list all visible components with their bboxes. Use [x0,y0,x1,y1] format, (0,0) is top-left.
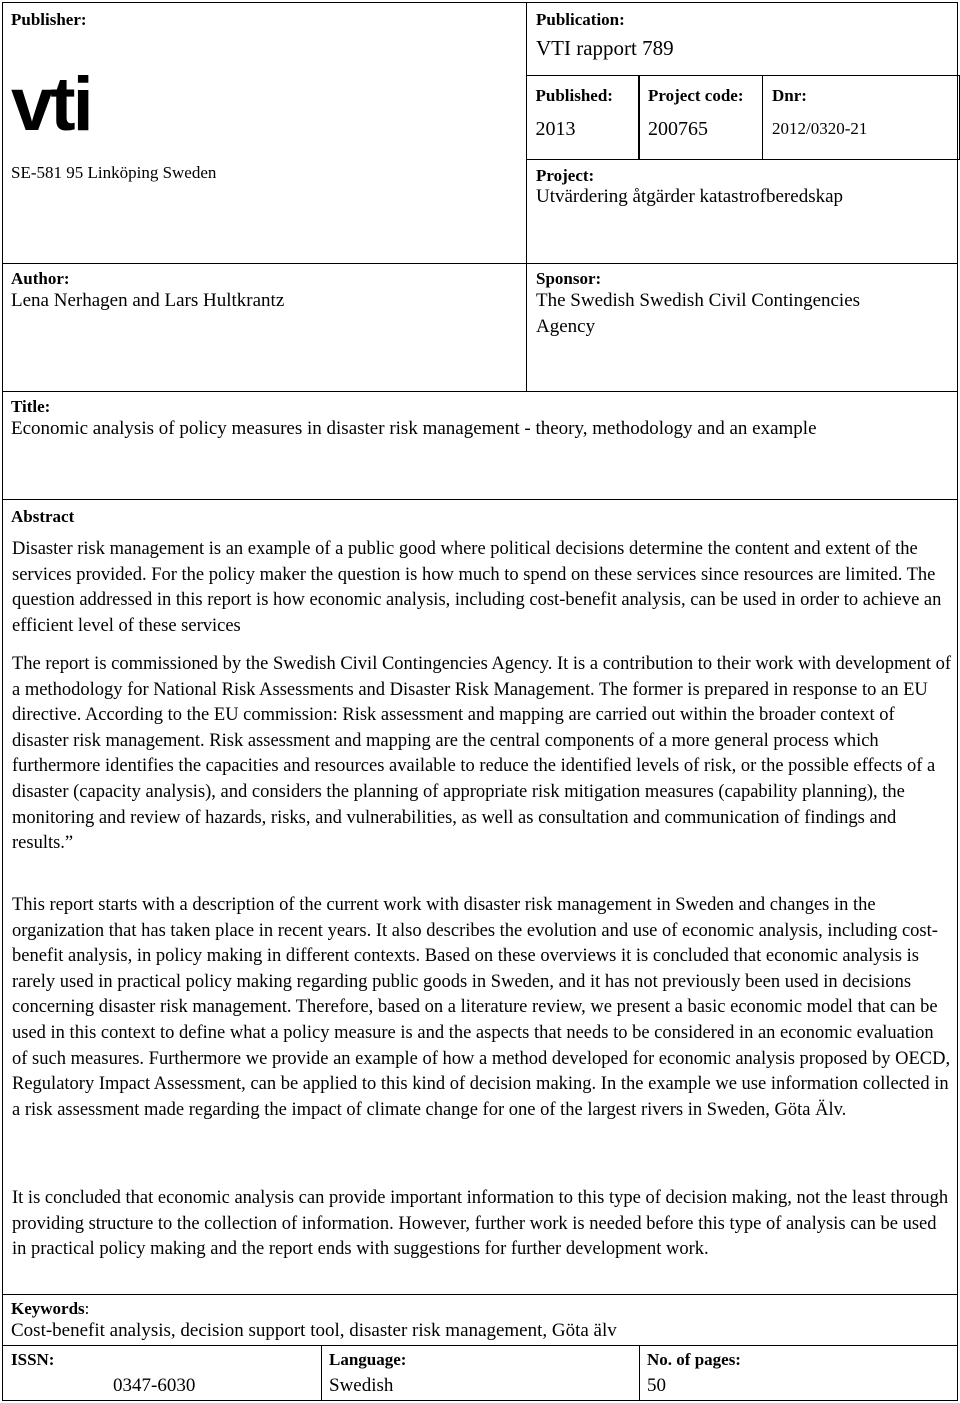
author-box [2,263,527,392]
pages-cell [639,1345,958,1401]
published-value: 2013 [535,118,576,140]
published-label: Published: [535,86,613,105]
publication-label: Publication: [536,10,625,29]
abstract-paragraph-3: This report starts with a description of the current work with disaster risk management in Sweden and changes in the organization that has taken place in recent years. It also describes the evolution and use of economic analysis, including cost-benefit analysis, in policy making in different contexts. Based on these overviews it is concluded that economic analysis is rarely used in practical policy making regarding public goods in Sweden, and it has not previously been used in decisions concerning disaster risk management. Therefore, based on a literature review, we present a basic economic model that can be used in this context to define what a policy measure is and the aspects that needs to be considered in an economic evaluation of such measures. Furthermore we provide an example of how a method developed for economic analysis proposed by OECD, Regulatory Impact Assessment, can be applied to this kind of decision making. In the example we use information collected in a risk assessment made regarding the impact of climate change for one of the largest rivers in Sweden, Göta Älv. [12,895,951,1120]
sponsor-line-1: The Swedish Swedish Civil Contingencies [536,290,861,311]
abstract-paragraph-2: The report is commissioned by the Swedish Civil Contingencies Agency. It is a contribution to their work with development of a methodology for National Risk Assessments and Disaster Risk Management. The former is prepared in response to an EU directive. According to the EU commission: Risk assessment and mapping are carried out within the broader context of disaster risk management. Risk assessment and mapping are the central components of a more general process which furthermore identifies the capacities and resources available to reduce the identified levels of risk, or the possible effects of a disaster (capacity analysis), and considers the planning of appropriate risk mitigation measures (capability planning), the monitoring and review of hazards, risks, and vulnerabilities, as well as consultation and communication of findings and results.” [12,654,952,854]
project-code-label: Project code: [648,86,744,105]
pages-label: No. of pages: [647,1350,741,1369]
project-code-value: 200765 [648,118,708,140]
title-label: Title: [11,397,51,416]
issn-value: 0347-6030 [113,1375,196,1396]
abstract-paragraph-1: Disaster risk management is an example of a public good where political decisions determine the content and extent of the services provided. For the policy maker the question is how much to spend on these services since resources are limited. The question addressed in this report is how economic analysis, including cost-benefit analysis, can be used in order to achieve an efficient level of these services [12,539,942,636]
project-value: Utvärdering åtgärder katastrofberedskap [536,186,844,207]
keywords-label [11,1299,89,1319]
publication-value: VTI rapport 789 [536,36,674,60]
keywords-colon: : [84,1299,90,1318]
publisher-label: Publisher: [11,10,87,29]
project-code-cell [638,75,763,160]
pages-value: 50 [647,1375,666,1396]
title-value: Economic analysis of policy measures in disaster risk management - theory, methodology and an example [11,418,817,439]
keywords-box [2,1294,958,1346]
abstract-label: Abstract [11,507,75,526]
author-label: Author: [11,269,70,288]
report-info-sheet [2,2,958,1401]
issn-cell [2,1345,322,1401]
issn-label: ISSN: [11,1350,55,1369]
keywords-value: Cost-benefit analysis, decision support tool, disaster risk management, Göta älv [11,1320,617,1341]
language-value: Swedish [329,1375,394,1396]
sponsor-box [526,263,958,392]
dnr-value: 2012/0320-21 [772,119,868,138]
title-box [2,391,958,500]
sponsor-label: Sponsor: [536,269,602,288]
sponsor-line-2: Agency [536,316,596,337]
author-value: Lena Nerhagen and Lars Hultkrantz [11,290,285,311]
publisher-address: SE-581 95 Linköping Sweden [11,163,217,182]
dnr-label: Dnr: [772,86,807,105]
language-cell [321,1345,640,1401]
abstract-paragraph-4: It is concluded that economic analysis can provide important information to this type of decision making, not the least through providing structure to the collection of information. However, further work is needed before this type of analysis can be used in practical policy making and the report ends with suggestions for further development work. [12,1188,949,1260]
vti-logo: vti [11,62,91,147]
project-label: Project: [536,166,595,185]
publication-box [526,2,958,264]
language-label: Language: [329,1350,407,1369]
published-cell [526,75,640,160]
publisher-box [2,2,527,264]
abstract-box [2,499,958,1295]
dnr-cell [762,75,960,160]
keywords-label-text: Keywords [11,1299,85,1318]
